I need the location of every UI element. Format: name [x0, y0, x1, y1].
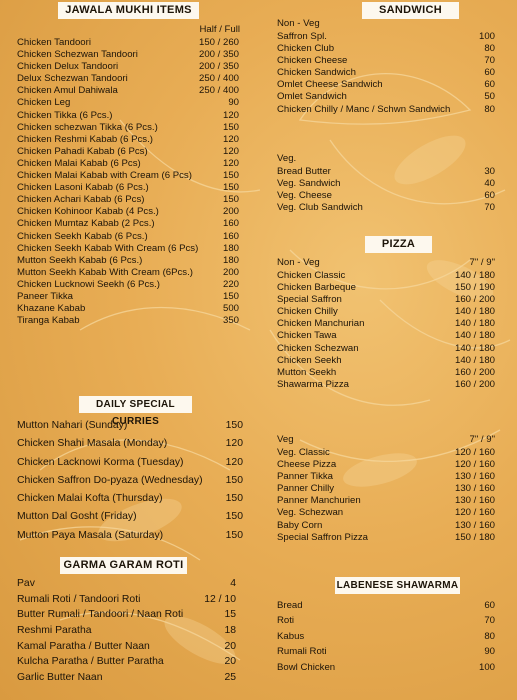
menu-item-name: Chicken Barbeque — [277, 282, 356, 294]
menu-item-price: 40 — [484, 178, 495, 190]
menu-item-row — [17, 508, 243, 526]
shawarma-list — [277, 598, 495, 675]
menu-item-price: 130 / 160 — [454, 483, 495, 495]
menu-item-name: Kulcha Paratha / Butter Paratha — [17, 656, 164, 668]
menu-item-name: Chicken Malai Kabab with Cream (6 Pcs) — [17, 170, 192, 182]
sandwich-veg-list — [277, 166, 495, 214]
menu-item-row — [277, 190, 495, 202]
menu-item-price: 220 — [222, 278, 239, 290]
menu-item-price: 180 — [222, 242, 239, 254]
garma-roti-header: GARMA GARAM ROTI — [60, 557, 187, 574]
menu-item-price: 130 / 160 — [454, 519, 495, 531]
menu-item-price: 200 — [222, 206, 239, 218]
menu-item-row — [277, 447, 495, 459]
menu-item-price: 90 — [228, 97, 239, 109]
menu-item-name: Mutton Dal Gosht (Friday) — [17, 511, 137, 523]
menu-item-price: 60 — [484, 79, 495, 91]
pizza-nonveg-label: Non - Veg — [277, 257, 320, 268]
menu-item-price: 160 — [222, 218, 239, 230]
menu-item-name: Chicken Seekh Kabab (6 Pcs.) — [17, 230, 148, 242]
menu-item-row — [277, 330, 495, 342]
menu-item-price: 120 — [225, 456, 243, 468]
menu-item-price: 150 — [225, 493, 243, 505]
menu-item-row — [277, 55, 495, 67]
menu-item-name: Delux Schezwan Tandoori — [17, 73, 128, 85]
menu-item-row — [277, 355, 495, 367]
menu-item-name: Kamal Paratha / Butter Naan — [17, 640, 150, 652]
menu-item-price: 150 — [225, 511, 243, 523]
menu-item-row — [277, 282, 495, 294]
menu-item-name: Chicken Amul Dahiwala — [17, 85, 118, 97]
menu-item-row — [17, 639, 236, 655]
menu-item-name: Chicken Achari Kabab (6 Pcs) — [17, 194, 145, 206]
menu-item-row — [17, 122, 239, 134]
menu-item-name: Bread Butter — [277, 166, 331, 177]
menu-item-name: Chicken Chilly — [277, 306, 338, 318]
menu-item-price: 130 / 160 — [454, 471, 495, 483]
menu-item-price: 150 — [222, 182, 239, 194]
menu-item-row — [17, 654, 236, 670]
menu-item-name: Mutton Seekh — [277, 366, 337, 378]
menu-item-price: 60 — [484, 67, 495, 79]
menu-item-row — [17, 454, 243, 472]
menu-item-name: Veg. Club Sandwich — [277, 202, 363, 214]
menu-item-name: Panner Chilly — [277, 483, 335, 495]
menu-item-price: 80 — [484, 103, 495, 115]
menu-item-name: Omlet Sandwich — [277, 91, 347, 103]
menu-item-price: 140 / 180 — [454, 342, 495, 354]
menu-item-price: 250 / 400 — [198, 85, 239, 97]
menu-item-row — [277, 532, 495, 544]
menu-item-name: Rumali Roti — [277, 646, 327, 658]
menu-item-price: 20 — [224, 640, 236, 652]
menu-item-price: 200 / 350 — [198, 61, 239, 73]
menu-item-name: Chicken Schezwan Tandoori — [17, 49, 138, 61]
menu-item-price: 150 / 180 — [454, 531, 495, 543]
menu-item-name: Chicken Malai Kofta (Thursday) — [17, 493, 163, 505]
menu-item-price: 150 — [222, 121, 239, 133]
menu-item-price: 150 / 260 — [198, 37, 239, 48]
menu-item-price: 15 — [224, 609, 236, 621]
menu-item-name: Chicken schezwan Tikka (6 Pcs.) — [17, 121, 158, 133]
menu-item-name: Khazane Kabab — [17, 303, 86, 315]
menu-item-price: 80 — [484, 43, 495, 55]
menu-item-price: 140 / 180 — [454, 270, 495, 281]
menu-item-price: 160 / 200 — [454, 294, 495, 306]
menu-item-name: Chicken Tawa — [277, 330, 337, 342]
menu-item-row — [17, 670, 236, 686]
menu-item-name: Rumali Roti / Tandoori Roti — [17, 593, 141, 605]
menu-item-row — [17, 315, 239, 327]
menu-item-name: Bowl Chicken — [277, 661, 336, 673]
menu-item-row — [277, 343, 495, 355]
menu-item-row — [277, 166, 495, 178]
menu-item-price: 100 — [478, 31, 495, 42]
menu-item-name: Chicken Leg — [17, 97, 71, 109]
pizza-veg-size: 7" / 9" — [469, 434, 495, 445]
menu-item-name: Baby Corn — [277, 519, 323, 531]
menu-item-row — [17, 49, 239, 61]
menu-item-price: 250 / 400 — [198, 73, 239, 85]
menu-item-name: Veg. Classic — [277, 447, 330, 458]
menu-item-price: 120 / 160 — [454, 447, 495, 458]
menu-item-row — [277, 270, 495, 282]
menu-item-price: 60 — [484, 190, 495, 202]
menu-item-row — [17, 218, 239, 230]
menu-item-price: 350 — [222, 315, 239, 327]
menu-item-name: Chicken Delux Tandoori — [17, 61, 119, 73]
menu-item-row — [17, 417, 243, 435]
menu-item-name: Tiranga Kabab — [17, 315, 80, 327]
menu-item-row — [17, 607, 236, 623]
jawala-mukhi-header: JAWALA MUKHI ITEMS — [58, 2, 199, 19]
menu-item-price: 150 — [222, 194, 239, 206]
menu-item-row — [277, 459, 495, 471]
menu-item-name: Veg. Schezwan — [277, 507, 344, 519]
menu-item-name: Veg. Sandwich — [277, 178, 341, 190]
menu-item-name: Chicken Lacknowi Korma (Tuesday) — [17, 456, 184, 468]
menu-item-price: 120 / 160 — [454, 459, 495, 471]
menu-item-row — [17, 158, 239, 170]
menu-item-row — [277, 306, 495, 318]
pizza-nonveg-size: 7" / 9" — [469, 257, 495, 268]
menu-item-row — [17, 267, 239, 279]
menu-item-row — [277, 471, 495, 483]
menu-item-name: Bread — [277, 600, 303, 611]
menu-item-name: Saffron Spl. — [277, 31, 327, 42]
menu-item-name: Chicken Club — [277, 43, 335, 55]
menu-item-price: 120 — [225, 438, 243, 450]
daily-special-list — [17, 417, 243, 545]
menu-item-row — [17, 61, 239, 73]
menu-item-price: 150 — [225, 529, 243, 541]
menu-item-row — [17, 576, 236, 592]
shawarma-header: LABENESE SHAWARMA — [335, 577, 460, 594]
menu-item-row — [277, 31, 495, 43]
menu-item-price: 90 — [484, 646, 495, 658]
menu-item-name: Panner Manchurien — [277, 495, 361, 507]
menu-item-name: Chicken Tikka (6 Pcs.) — [17, 109, 113, 121]
menu-item-name: Chicken Reshmi Kabab (6 Pcs.) — [17, 133, 153, 145]
menu-item-row — [17, 472, 243, 490]
menu-item-row — [17, 279, 239, 291]
menu-item-row — [17, 182, 239, 194]
menu-item-price: 200 / 350 — [198, 49, 239, 61]
jawala-mukhi-price-header: Half / Full — [199, 24, 240, 35]
menu-item-name: Chicken Chilly / Manc / Schwn Sandwich — [277, 103, 451, 115]
menu-item-price: 150 — [222, 170, 239, 182]
menu-item-price: 4 — [230, 578, 236, 589]
menu-item-row — [277, 507, 495, 519]
menu-item-name: Chicken Malai Kabab (6 Pcs) — [17, 157, 141, 169]
menu-item-row — [277, 613, 495, 628]
menu-item-price: 70 — [484, 615, 495, 627]
menu-item-row — [277, 495, 495, 507]
menu-item-row — [17, 435, 243, 453]
menu-item-price: 120 — [222, 109, 239, 121]
menu-item-price: 70 — [484, 202, 495, 214]
menu-item-name: Special Saffron Pizza — [277, 531, 369, 543]
menu-item-price: 140 / 180 — [454, 306, 495, 318]
menu-item-price: 150 — [222, 290, 239, 302]
garma-roti-list — [17, 576, 236, 686]
menu-item-price: 30 — [484, 166, 495, 177]
menu-item-name: Chicken Manchurian — [277, 318, 365, 330]
menu-item-row — [17, 592, 236, 608]
menu-item-row — [277, 202, 495, 214]
menu-item-price: 150 / 190 — [454, 282, 495, 294]
daily-special-header: DAILY SPECIAL CURRIES — [79, 396, 192, 413]
menu-item-price: 80 — [484, 630, 495, 642]
jawala-mukhi-list — [17, 37, 239, 327]
pizza-veg-list — [277, 447, 495, 544]
menu-item-price: 140 / 180 — [454, 330, 495, 342]
menu-item-price: 150 — [225, 474, 243, 486]
menu-item-name: Panner Tikka — [277, 471, 333, 483]
menu-item-row — [17, 170, 239, 182]
menu-item-row — [277, 79, 495, 91]
menu-item-name: Chicken Pahadi Kabab (6 Pcs) — [17, 145, 148, 157]
menu-item-name: Butter Rumali / Tandoori / Naan Roti — [17, 609, 184, 621]
menu-item-row — [17, 623, 236, 639]
menu-item-price: 140 / 180 — [454, 354, 495, 366]
menu-item-price: 18 — [224, 625, 236, 637]
menu-item-row — [17, 291, 239, 303]
menu-item-row — [17, 110, 239, 122]
menu-item-row — [277, 379, 495, 391]
menu-item-price: 120 — [222, 145, 239, 157]
menu-item-row — [277, 318, 495, 330]
menu-item-row — [17, 146, 239, 158]
menu-item-name: Chicken Tandoori — [17, 37, 91, 48]
menu-item-price: 130 / 160 — [454, 495, 495, 507]
menu-item-row — [277, 104, 495, 116]
sandwich-veg-label: Veg. — [277, 153, 297, 164]
menu-item-name: Kabus — [277, 630, 305, 642]
menu-item-name: Chicken Lucknowi Seekh (6 Pcs.) — [17, 278, 160, 290]
menu-item-name: Mutton Nahari (Sunday) — [17, 420, 128, 431]
menu-item-name: Chicken Cheese — [277, 55, 348, 67]
sandwich-nonveg-label: Non - Veg — [277, 18, 320, 29]
menu-item-row — [277, 644, 495, 659]
menu-item-name: Veg. Cheese — [277, 190, 332, 202]
menu-item-name: Special Saffron — [277, 294, 342, 306]
pizza-veg-label: Veg — [277, 434, 294, 445]
menu-item-row — [17, 527, 243, 545]
menu-item-row — [277, 67, 495, 79]
menu-item-row — [277, 43, 495, 55]
menu-item-row — [277, 660, 495, 675]
menu-item-name: Chicken Saffron Do-pyaza (Wednesday) — [17, 474, 203, 486]
menu-item-row — [17, 194, 239, 206]
menu-item-price: 150 — [225, 420, 243, 431]
menu-item-row — [277, 598, 495, 613]
menu-item-name: Garlic Butter Naan — [17, 672, 103, 684]
menu-item-price: 180 — [222, 254, 239, 266]
menu-item-name: Mutton Seekh Kabab With Cream (6Pcs.) — [17, 266, 193, 278]
menu-item-name: Pav — [17, 578, 35, 589]
menu-item-price: 500 — [222, 303, 239, 315]
menu-item-name: Chicken Schezwan — [277, 342, 359, 354]
menu-item-name: Chicken Lasoni Kabab (6 Pcs.) — [17, 182, 149, 194]
menu-item-row — [277, 367, 495, 379]
menu-item-name: Chicken Sandwich — [277, 67, 356, 79]
menu-item-row — [17, 37, 239, 49]
menu-item-price: 120 — [222, 133, 239, 145]
menu-item-name: Mutton Seekh Kabab (6 Pcs.) — [17, 254, 143, 266]
menu-item-name: Mutton Paya Masala (Saturday) — [17, 529, 164, 541]
menu-item-name: Chicken Classic — [277, 270, 346, 281]
menu-item-name: Paneer Tikka — [17, 290, 73, 302]
menu-item-row — [17, 231, 239, 243]
menu-item-row — [277, 483, 495, 495]
menu-item-name: Shawarma Pizza — [277, 378, 349, 390]
menu-item-name: Chicken Shahi Masala (Monday) — [17, 438, 168, 450]
menu-item-price: 160 / 200 — [454, 378, 495, 390]
menu-item-row — [277, 178, 495, 190]
menu-item-name: Chicken Seekh — [277, 354, 342, 366]
menu-item-price: 20 — [224, 656, 236, 668]
menu-item-price: 50 — [484, 91, 495, 103]
menu-item-row — [17, 490, 243, 508]
menu-item-name: Chicken Kohinoor Kabab (4 Pcs.) — [17, 206, 159, 218]
menu-item-name: Chicken Seekh Kabab With Cream (6 Pcs) — [17, 242, 199, 254]
menu-item-name: Omlet Cheese Sandwich — [277, 79, 383, 91]
menu-item-price: 160 — [222, 230, 239, 242]
menu-item-row — [17, 85, 239, 97]
menu-item-row — [17, 255, 239, 267]
menu-item-price: 70 — [484, 55, 495, 67]
sandwich-header: SANDWICH — [362, 2, 459, 19]
menu-item-price: 120 — [222, 157, 239, 169]
menu-item-row — [277, 520, 495, 532]
menu-item-name: Cheese Pizza — [277, 459, 337, 471]
menu-item-price: 200 — [222, 266, 239, 278]
menu-item-name: Reshmi Paratha — [17, 625, 92, 637]
menu-item-price: 160 / 200 — [454, 366, 495, 378]
menu-item-row — [277, 91, 495, 103]
menu-item-row — [17, 73, 239, 85]
menu-item-row — [17, 97, 239, 109]
sandwich-nonveg-list — [277, 31, 495, 116]
menu-item-row — [17, 134, 239, 146]
menu-item-row — [17, 303, 239, 315]
menu-item-row — [277, 629, 495, 644]
menu-item-row — [277, 294, 495, 306]
pizza-header: PIZZA — [365, 236, 432, 253]
menu-item-price: 12 / 10 — [204, 593, 236, 605]
menu-item-price: 60 — [484, 600, 495, 611]
menu-item-price: 100 — [478, 661, 495, 673]
menu-item-name: Chicken Mumtaz Kabab (2 Pcs.) — [17, 218, 155, 230]
menu-item-price: 140 / 180 — [454, 318, 495, 330]
pizza-nonveg-list — [277, 270, 495, 391]
menu-item-name: Roti — [277, 615, 295, 627]
menu-item-row — [17, 243, 239, 255]
menu-item-row — [17, 206, 239, 218]
menu-item-price: 25 — [224, 672, 236, 684]
menu-item-price: 120 / 160 — [454, 507, 495, 519]
